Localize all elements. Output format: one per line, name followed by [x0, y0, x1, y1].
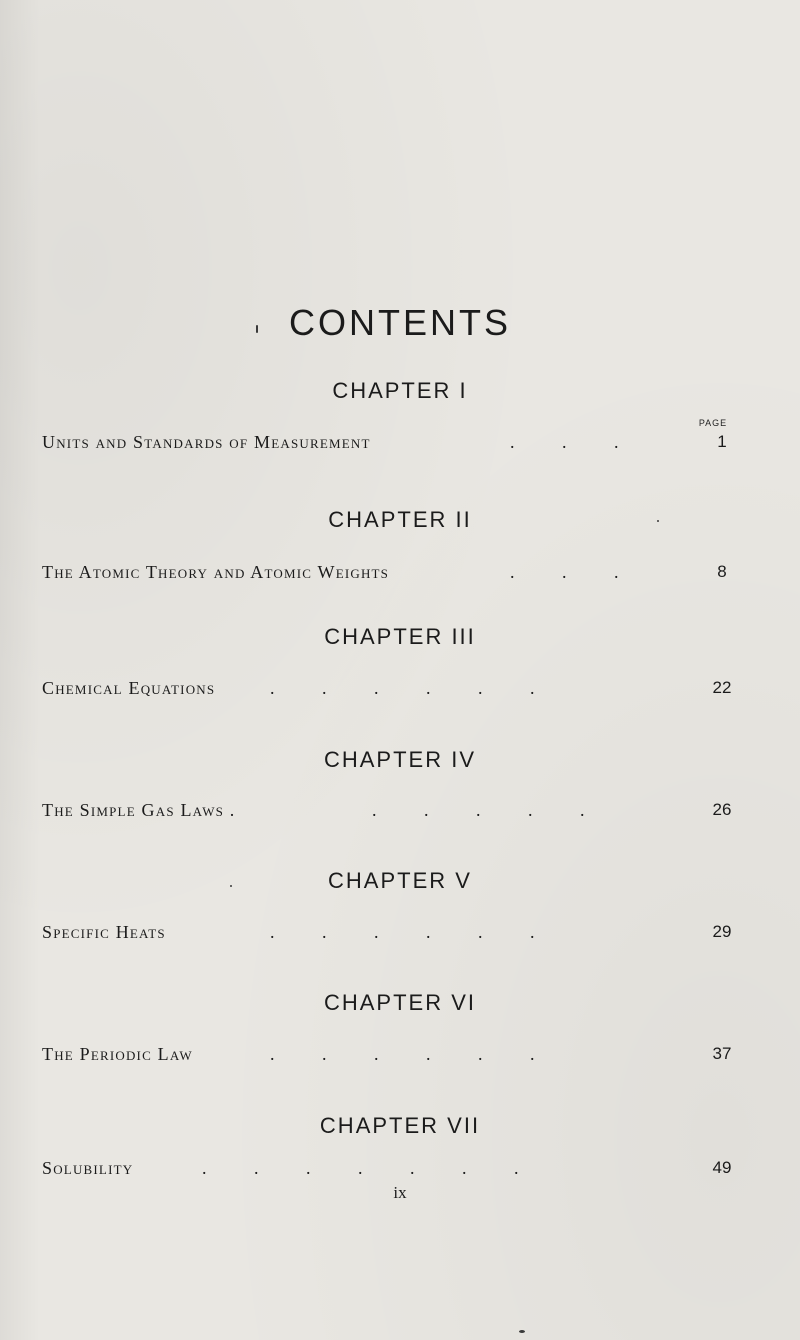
- paper-speck: [657, 520, 659, 522]
- chapter-heading: CHAPTER VI: [323, 990, 477, 1015]
- toc-entry-title: The Periodic Law: [42, 1044, 193, 1064]
- toc-entry-title: The Simple Gas Laws .: [42, 800, 236, 820]
- toc-entry-title: Solubility: [42, 1158, 134, 1178]
- paper-speck: [230, 885, 232, 887]
- chapter-heading: CHAPTER II: [328, 507, 472, 532]
- toc-entry-page: 8: [717, 562, 727, 581]
- dot-leaders: . . .: [510, 562, 619, 582]
- contents-title: CONTENTS: [289, 302, 511, 343]
- chapter-heading: CHAPTER VII: [319, 1113, 481, 1138]
- toc-entry[interactable]: [42, 1044, 742, 1070]
- chapter-heading: CHAPTER I: [332, 378, 468, 403]
- toc-entry-title: Units and Standards of Measurement: [42, 432, 371, 452]
- page-column-label: PAGE: [698, 418, 728, 428]
- toc-entry-title: Specific Heats: [42, 922, 166, 942]
- toc-entry-page: 37: [712, 1044, 732, 1063]
- toc-entry-page: 26: [712, 800, 732, 819]
- toc-entry[interactable]: [42, 922, 742, 948]
- paper-speck: [519, 1330, 525, 1333]
- toc-entry-title: Chemical Equations: [42, 678, 216, 698]
- toc-entry-page: 1: [717, 432, 727, 451]
- page-number-folio: ix: [393, 1183, 407, 1202]
- toc-entry-page: 29: [712, 922, 732, 941]
- toc-entry[interactable]: [42, 678, 742, 704]
- paper-speck: [256, 325, 258, 333]
- dot-leaders: . . . . . .: [270, 922, 535, 942]
- chapter-heading: CHAPTER IV: [323, 747, 477, 772]
- dot-leaders: . . .: [510, 432, 619, 452]
- dot-leaders: . . . . . . .: [202, 1158, 519, 1178]
- toc-entry[interactable]: [42, 800, 742, 826]
- chapter-heading: CHAPTER V: [328, 868, 472, 893]
- toc-entry[interactable]: [42, 432, 742, 458]
- toc-entry-title: The Atomic Theory and Atomic Weights: [42, 562, 390, 582]
- chapter-heading: CHAPTER III: [324, 624, 476, 649]
- toc-entry-page: 22: [712, 678, 732, 697]
- toc-entry-page: 49: [712, 1158, 732, 1177]
- dot-leaders: . . . . . .: [270, 678, 535, 698]
- toc-entry[interactable]: [42, 1158, 742, 1184]
- toc-entry[interactable]: [42, 562, 742, 588]
- dot-leaders: . . . . .: [372, 800, 585, 820]
- dot-leaders: . . . . . .: [270, 1044, 535, 1064]
